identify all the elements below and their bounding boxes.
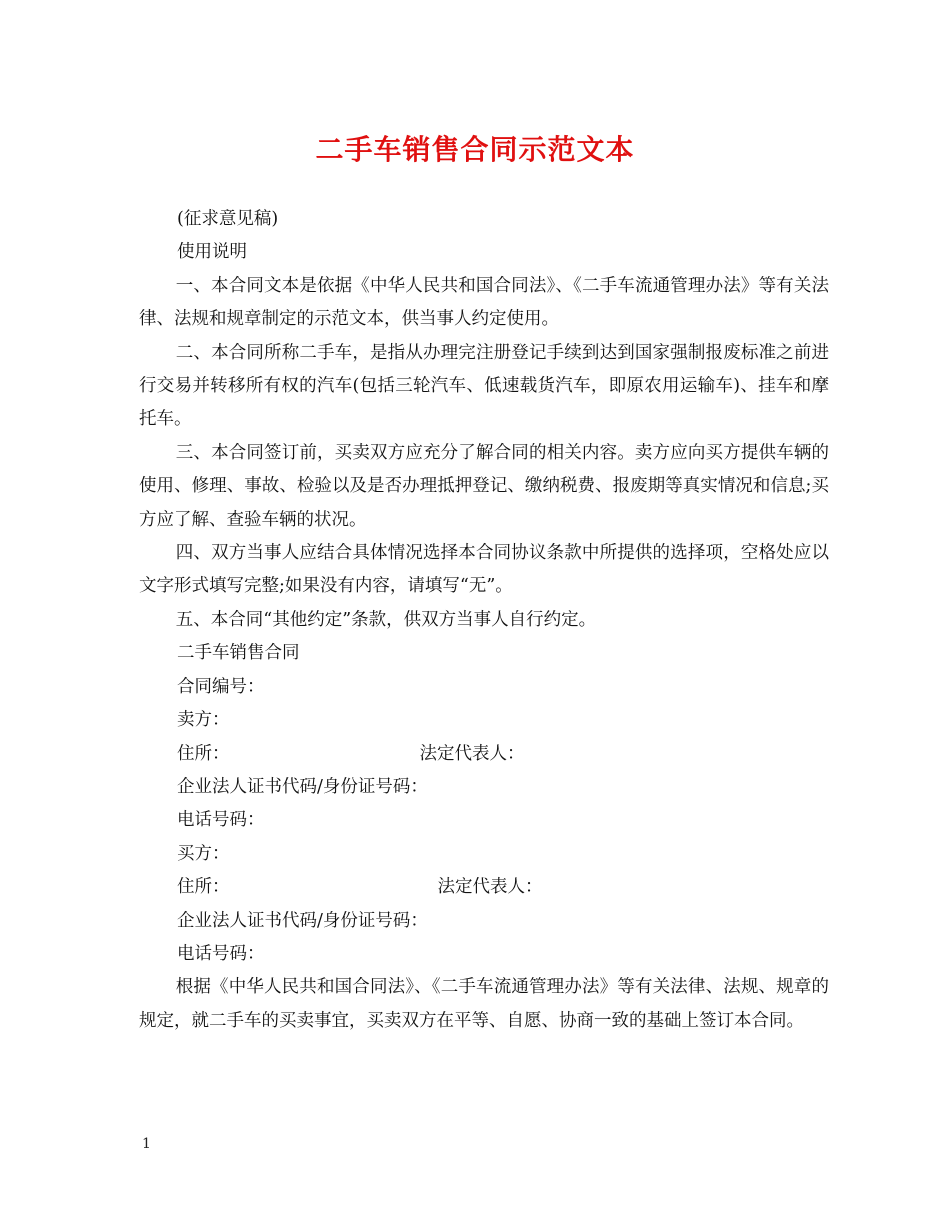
buyer-label: 买方：: [177, 843, 230, 864]
usage-item-1: 一、本合同文本是依据《中华人民共和国合同法》、《二手车流通管理办法》等有关法律、法规和规章制定的示范文本，供当事人约定使用。: [139, 275, 829, 330]
buyer-id-label: 企业法人证书代码/身份证号码：: [177, 910, 428, 931]
usage-item-4: 四、双方当事人应结合具体情况选择本合同协议条款中所提供的选择项，空格处应以文字形式填写完整;如果没有内容，请填写“无”。: [139, 543, 829, 597]
buyer-rep-label: 法定代表人：: [437, 877, 543, 898]
draft-note: (征求意见稿): [177, 209, 279, 229]
seller-id-label: 企业法人证书代码/身份证号码：: [177, 776, 428, 797]
usage-item-5: 五、本合同“其他约定”条款，供双方当事人自行约定。: [175, 609, 597, 630]
seller-phone-label: 电话号码：: [177, 810, 265, 831]
buyer-phone-label: 电话号码：: [177, 943, 265, 964]
seller-address-blank: [230, 738, 420, 771]
document-title: 二手车销售合同示范文本: [315, 133, 635, 166]
document-body: [139, 203, 829, 1038]
contract-number-label: 合同编号：: [177, 676, 265, 697]
contract-preamble: 根据《中华人民共和国合同法》、《二手车流通管理办法》等有关法律、法规、规章的规定，就二手车的买卖事宜，买卖双方在平等、自愿、协商一致的基础上签订本合同。: [139, 977, 829, 1031]
buyer-address-row: [139, 871, 829, 904]
seller-label: 卖方：: [177, 710, 230, 731]
seller-address-label: 住所：: [177, 743, 230, 764]
page-number: 1: [142, 1136, 151, 1152]
usage-heading: 使用说明: [177, 242, 247, 263]
buyer-address-blank: [230, 871, 438, 904]
seller-address-row: [139, 738, 829, 771]
seller-rep-label: 法定代表人：: [419, 743, 525, 764]
buyer-address-label: 住所：: [177, 877, 230, 898]
usage-item-2: 二、本合同所称二手车，是指从办理完注册登记手续到达到国家强制报废标准之前进行交易并转移所有权的汽车(包括三轮汽车、低速载货汽车，即原农用运输车)、挂车和摩托车。: [139, 342, 829, 430]
usage-item-3: 三、本合同签订前，买卖双方应充分了解合同的相关内容。卖方应向买方提供车辆的使用、修理、事故、检验以及是否办理抵押登记、缴纳税费、报废期等真实情况和信息;买方应了解、查验车辆的状况。: [139, 442, 829, 530]
contract-title: 二手车销售合同: [177, 643, 300, 664]
